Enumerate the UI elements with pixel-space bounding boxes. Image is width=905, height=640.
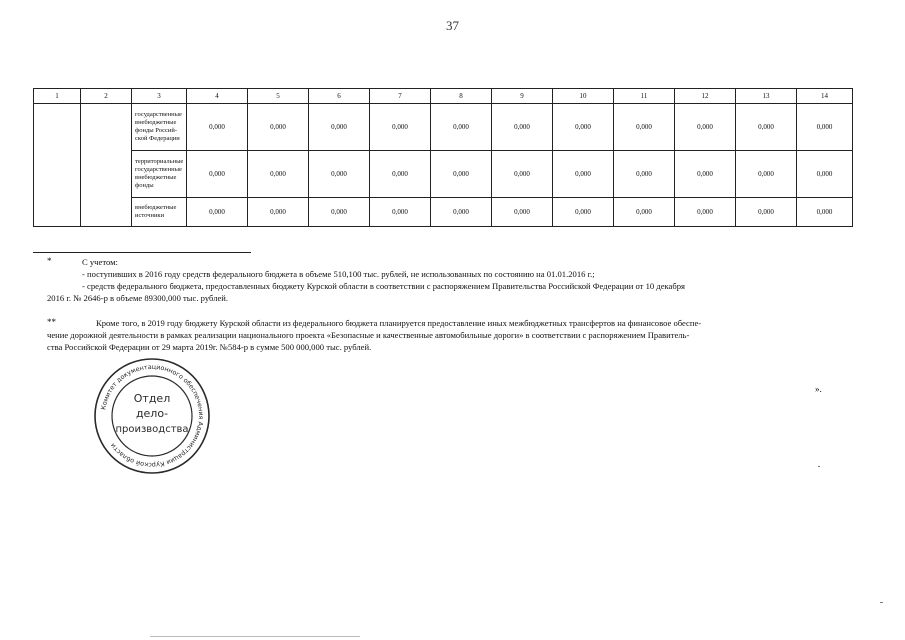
header-cell: 13: [736, 89, 797, 104]
footnote-star-intro: С учетом:: [82, 257, 118, 267]
value-cell: 0,000: [187, 198, 248, 227]
value-cell: 0,000: [736, 151, 797, 198]
header-cell: 6: [309, 89, 370, 104]
scan-edge-line: [150, 636, 360, 637]
value-cell: 0,000: [553, 104, 614, 151]
table-row: [34, 198, 853, 227]
header-cell: 5: [248, 89, 309, 104]
value-cell: 0,000: [492, 104, 553, 151]
closing-quote: ».: [815, 384, 822, 394]
budget-table: [33, 88, 853, 227]
header-cell: 12: [675, 89, 736, 104]
value-cell: 0,000: [492, 151, 553, 198]
header-cell: 8: [431, 89, 492, 104]
scan-speck: [880, 602, 883, 603]
funding-source-cell: внебюджетные источники: [132, 198, 187, 227]
office-stamp: [92, 356, 212, 476]
value-cell: 0,000: [309, 104, 370, 151]
header-cell: 3: [132, 89, 187, 104]
stamp-line-1: Отдел: [133, 392, 171, 405]
value-cell: 0,000: [736, 198, 797, 227]
footnote-double-star-marker: **: [47, 317, 56, 327]
table-row: [34, 151, 853, 198]
value-cell: 0,000: [614, 151, 675, 198]
header-cell: 11: [614, 89, 675, 104]
header-cell: 10: [553, 89, 614, 104]
scan-speck: [818, 466, 820, 467]
empty-cell-col1: [34, 104, 81, 227]
value-cell: 0,000: [553, 198, 614, 227]
stamp-seal: [92, 356, 212, 476]
header-cell: 4: [187, 89, 248, 104]
value-cell: 0,000: [370, 104, 431, 151]
value-cell: 0,000: [187, 104, 248, 151]
value-cell: 0,000: [431, 198, 492, 227]
footnote-double-star-line-1: Кроме того, в 2019 году бюджету Курской области из федерального бюджета планируется предоставление иных межбюджетных трансфертов на финансовое обеспе-: [96, 318, 702, 328]
value-cell: 0,000: [187, 151, 248, 198]
value-cell: 0,000: [370, 151, 431, 198]
empty-cell-col2: [81, 104, 132, 227]
value-cell: 0,000: [675, 104, 736, 151]
footnote-double-star-line-2: чение дорожной деятельности в рамках реализации национального проекта «Безопасные и качественные автомобильные дороги» в соответствии с распоряжением Правитель-: [47, 330, 690, 340]
stamp-line-2: дело-: [135, 407, 169, 420]
footnote-star-item-2-line-2: 2016 г. № 2646-р в объеме 89300,000 тыс. рублей.: [47, 293, 229, 303]
value-cell: 0,000: [431, 104, 492, 151]
value-cell: 0,000: [736, 104, 797, 151]
page-number: 37: [446, 18, 459, 33]
footnote-divider: [33, 252, 251, 253]
stamp-ring-text: Комитет документационного обеспечения Администрации Курской области: [99, 362, 206, 470]
table-row: [34, 104, 853, 151]
header-cell: 9: [492, 89, 553, 104]
table-header-row: [34, 89, 853, 104]
value-cell: 0,000: [309, 151, 370, 198]
value-cell: 0,000: [614, 198, 675, 227]
funding-source-cell: территориальные государственные внебюджетные фонды: [132, 151, 187, 198]
header-cell: 2: [81, 89, 132, 104]
footnote-star-item-1: - поступивших в 2016 году средств федерального бюджета в объеме 510,100 тыс. рублей, не использованных по состоянию на 01.01.2016 г.;: [82, 269, 595, 279]
funding-source-cell: государственные внебюджетные фонды Россий-ской Федерации: [132, 104, 187, 151]
header-cell: 7: [370, 89, 431, 104]
stamp-line-3: производства: [115, 424, 189, 435]
value-cell: 0,000: [248, 198, 309, 227]
footnote-star-item-2-line-1: - средств федерального бюджета, предоставленных бюджету Курской области в соответствии с распоряжением Правительства Российской Федерации от 10 декабря: [82, 281, 685, 291]
header-cell: 14: [797, 89, 853, 104]
value-cell: 0,000: [797, 104, 853, 151]
footnote-star-marker: *: [47, 256, 52, 266]
value-cell: 0,000: [614, 104, 675, 151]
value-cell: 0,000: [431, 151, 492, 198]
value-cell: 0,000: [675, 151, 736, 198]
value-cell: 0,000: [248, 104, 309, 151]
value-cell: 0,000: [248, 151, 309, 198]
header-cell: 1: [34, 89, 81, 104]
value-cell: 0,000: [370, 198, 431, 227]
value-cell: 0,000: [492, 198, 553, 227]
value-cell: 0,000: [797, 151, 853, 198]
value-cell: 0,000: [309, 198, 370, 227]
value-cell: 0,000: [797, 198, 853, 227]
value-cell: 0,000: [675, 198, 736, 227]
footnote-double-star-line-3: ства Российской Федерации от 29 марта 2019г. №584-р в сумме 500 000,000 тыс. рублей.: [47, 342, 372, 352]
value-cell: 0,000: [553, 151, 614, 198]
